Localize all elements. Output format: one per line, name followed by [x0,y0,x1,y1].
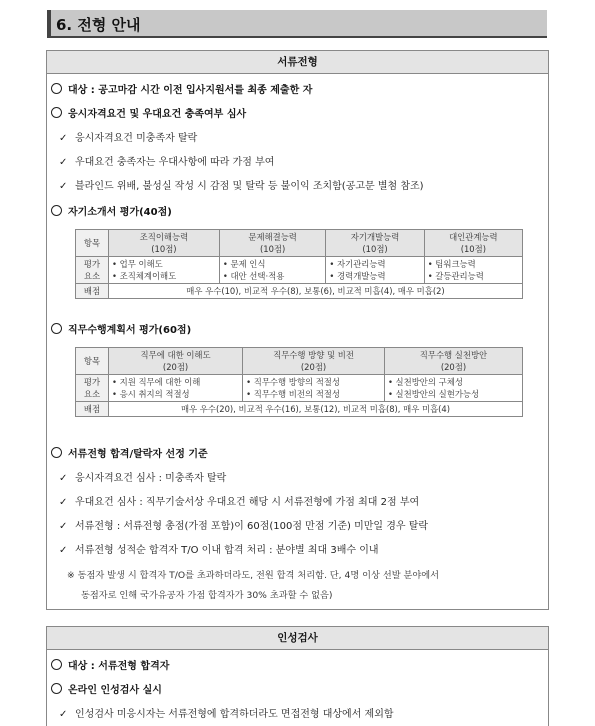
circle-bullet-icon [51,205,62,216]
table-cell: • 직무수행 방향의 적절성 • 직무수행 비전의 적절성 [243,375,385,402]
personality-item: ✓ 인성검사 미응시자는 서류전형에 합격하더라도 면접전형 대상에서 제외함 [59,709,394,720]
circle-bullet-icon [51,683,62,694]
circle-bullet-icon [51,323,62,334]
document-screening-box [46,50,549,610]
table-header-row [76,348,523,375]
row-label: 항목 [76,230,109,257]
table-row [76,375,523,402]
personality-test-box [46,626,549,726]
check-mark-icon: ✓ [59,545,68,556]
tie-note-line-2: 동점자로 인해 국가유공자 가점 합격자가 30% 초과할 수 없음) [81,590,333,601]
intro-eval-table [75,229,523,299]
row-label: 항목 [76,348,109,375]
criteria-item: ✓ 응시자격요건 심사 : 미충족자 탈락 [59,473,227,484]
personality-online-line: 온라인 인성검사 실시 [51,681,162,696]
circle-bullet-icon [51,659,62,670]
criteria-item: ✓ 서류전형 성적순 합격자 T/O 이내 합격 처리 : 분야별 최대 3배수 이내 [59,545,379,556]
table-cell: • 자기관리능력 • 경력개발능력 [326,257,424,284]
column-header: 자기개발능력 (10점) [326,230,424,257]
section-header [47,10,547,38]
column-header: 문제해결능력 (10점) [219,230,326,257]
column-header: 직무수행 방향 및 비전 (20점) [243,348,385,375]
row-label: 평가 요소 [76,375,109,402]
column-header: 직무에 대한 이해도 (20점) [109,348,243,375]
table-cell: • 문제 인식 • 대안 선택·적용 [219,257,326,284]
check-mark-icon: ✓ [59,709,68,720]
table-row [76,402,523,417]
table-cell: • 지원 직무에 대한 이해 • 응시 취지의 적절성 [109,375,243,402]
table-cell: • 업무 이해도 • 조직체계이해도 [109,257,220,284]
tie-note-line-1: ※ 동점자 발생 시 합격자 T/O를 초과하더라도, 전원 합격 처리함. 단, 4명 이상 선발 분야에서 [67,570,440,581]
header-accent-bar [47,10,51,36]
section-title: 6. 전형 안내 [56,16,141,34]
table-cell: • 실천방안의 구체성 • 실천방안의 실현가능성 [384,375,522,402]
table-row [76,257,523,284]
job-eval-table [75,347,523,417]
qualification-line: 응시자격요건 및 우대요건 충족여부 심사 [51,105,246,120]
table-header-row [76,230,523,257]
table-cell: • 팀워크능력 • 갈등관리능력 [424,257,522,284]
check-mark-icon: ✓ [59,497,68,508]
personality-target-line: 대상 : 서류전형 합격자 [51,657,169,672]
check-mark-icon: ✓ [59,157,68,168]
row-label: 평가 요소 [76,257,109,284]
check-mark-icon: ✓ [59,181,68,192]
document-screening-title: 서류전형 [47,51,548,74]
job-eval-title: 직무수행계획서 평가(60점) [51,321,191,336]
score-cell: 매우 우수(20), 비교적 우수(16), 보통(12), 비교적 미흡(8), 매우 미흡(4) [109,402,523,417]
column-header: 조직이해능력 (10점) [109,230,220,257]
score-cell: 매우 우수(10), 비교적 우수(8), 보통(6), 비교적 미흡(4), 매우 미흡(2) [109,284,523,299]
target-line: 대상 : 공고마감 시간 이전 입사지원서를 최종 제출한 자 [51,81,312,96]
qual-item: ✓ 블라인드 위배, 불성실 작성 시 감점 및 탈락 등 불이익 조치함(공고문 별첨 참조) [59,181,424,192]
criteria-item: ✓ 우대요건 심사 : 직무기술서상 우대요건 해당 시 서류전형에 가점 최대 2점 부여 [59,497,420,508]
column-header: 대인관계능력 (10점) [424,230,522,257]
circle-bullet-icon [51,83,62,94]
row-label: 배점 [76,402,109,417]
criteria-item: ✓ 서류전형 : 서류전형 총점(가점 포함)이 60점(100점 만점 기준) 미만일 경우 탈락 [59,521,429,532]
circle-bullet-icon [51,447,62,458]
check-mark-icon: ✓ [59,521,68,532]
qual-item: ✓ 응시자격요건 미충족자 탈락 [59,133,198,144]
qual-item: ✓ 우대요건 충족자는 우대사항에 따라 가점 부여 [59,157,275,168]
row-label: 배점 [76,284,109,299]
criteria-title: 서류전형 합격/탈락자 선정 기준 [51,445,208,460]
intro-eval-title: 자기소개서 평가(40점) [51,203,172,218]
check-mark-icon: ✓ [59,133,68,144]
check-mark-icon: ✓ [59,473,68,484]
personality-test-title: 인성검사 [47,627,548,650]
table-row [76,284,523,299]
circle-bullet-icon [51,107,62,118]
column-header: 직무수행 실천방안 (20점) [384,348,522,375]
